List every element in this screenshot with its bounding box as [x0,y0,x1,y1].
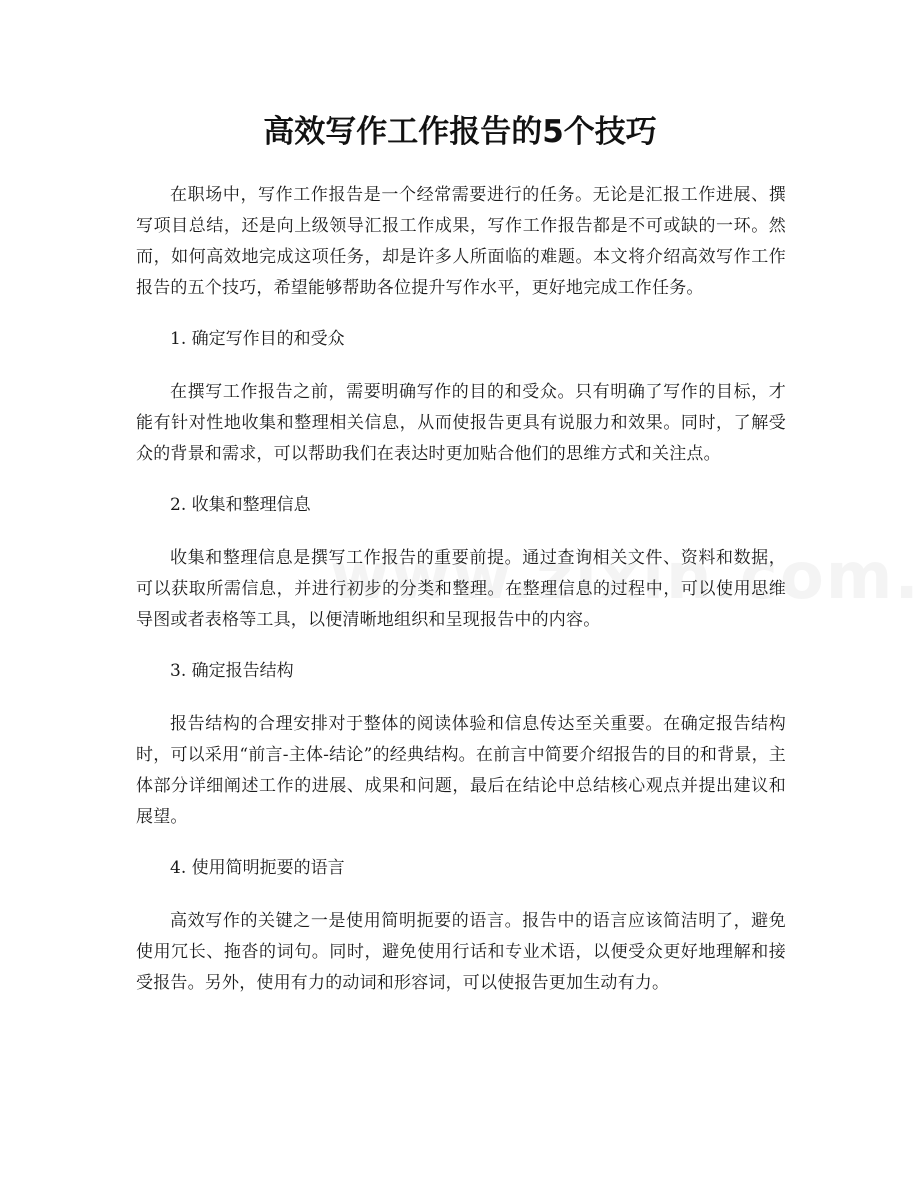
section-paragraph-4: 高效写作的关键之一是使用简明扼要的语言。报告中的语言应该简洁明了，避免使用冗长、拖沓的词句。同时，避免使用行话和专业术语，以便受众更好地理解和接受报告。另外，使用有力的动词和形容词，可以使报告更加生动有力。 [136,911,786,993]
intro-paragraph: 在职场中，写作工作报告是一个经常需要进行的任务。无论是汇报工作进展、撰写项目总结，还是向上级领导汇报工作成果，写作工作报告都是不可或缺的一环。然而，如何高效地完成这项任务，却是许多人所面临的难题。本文将介绍高效写作工作报告的五个技巧，希望能够帮助各位提升写作水平，更好地完成工作任务。 [136,185,786,298]
document-title: 高效写作工作报告的5个技巧 [263,114,657,150]
section-paragraph-3: 报告结构的合理安排对于整体的阅读体验和信息传达至关重要。在确定报告结构时，可以采用“前言-主体-结论”的经典结构。在前言中简要介绍报告的目的和背景，主体部分详细阐述工作的进展、成果和问题，最后在结论中总结核心观点并提出建议和展望。 [136,714,786,827]
section-heading-1: 1. 确定写作目的和受众 [170,329,345,349]
section-paragraph-2: 收集和整理信息是撰写工作报告的重要前提。通过查询相关文件、资料和数据，可以获取所需信息，并进行初步的分类和整理。在整理信息的过程中，可以使用思维导图或者表格等工具，以便清晰地组织和呈现报告中的内容。 [136,548,786,630]
section-heading-3: 3. 确定报告结构 [170,661,294,681]
document-body [136,180,786,999]
section-heading-4: 4. 使用简明扼要的语言 [170,858,345,878]
section-heading-2: 2. 收集和整理信息 [170,495,311,515]
section-paragraph-1: 在撰写工作报告之前，需要明确写作的目的和受众。只有明确了写作的目标，才能有针对性地收集和整理相关信息，从而使报告更具有说服力和效果。同时，了解受众的背景和需求，可以帮助我们在表达时更加贴合他们的思维方式和关注点。 [136,382,786,464]
